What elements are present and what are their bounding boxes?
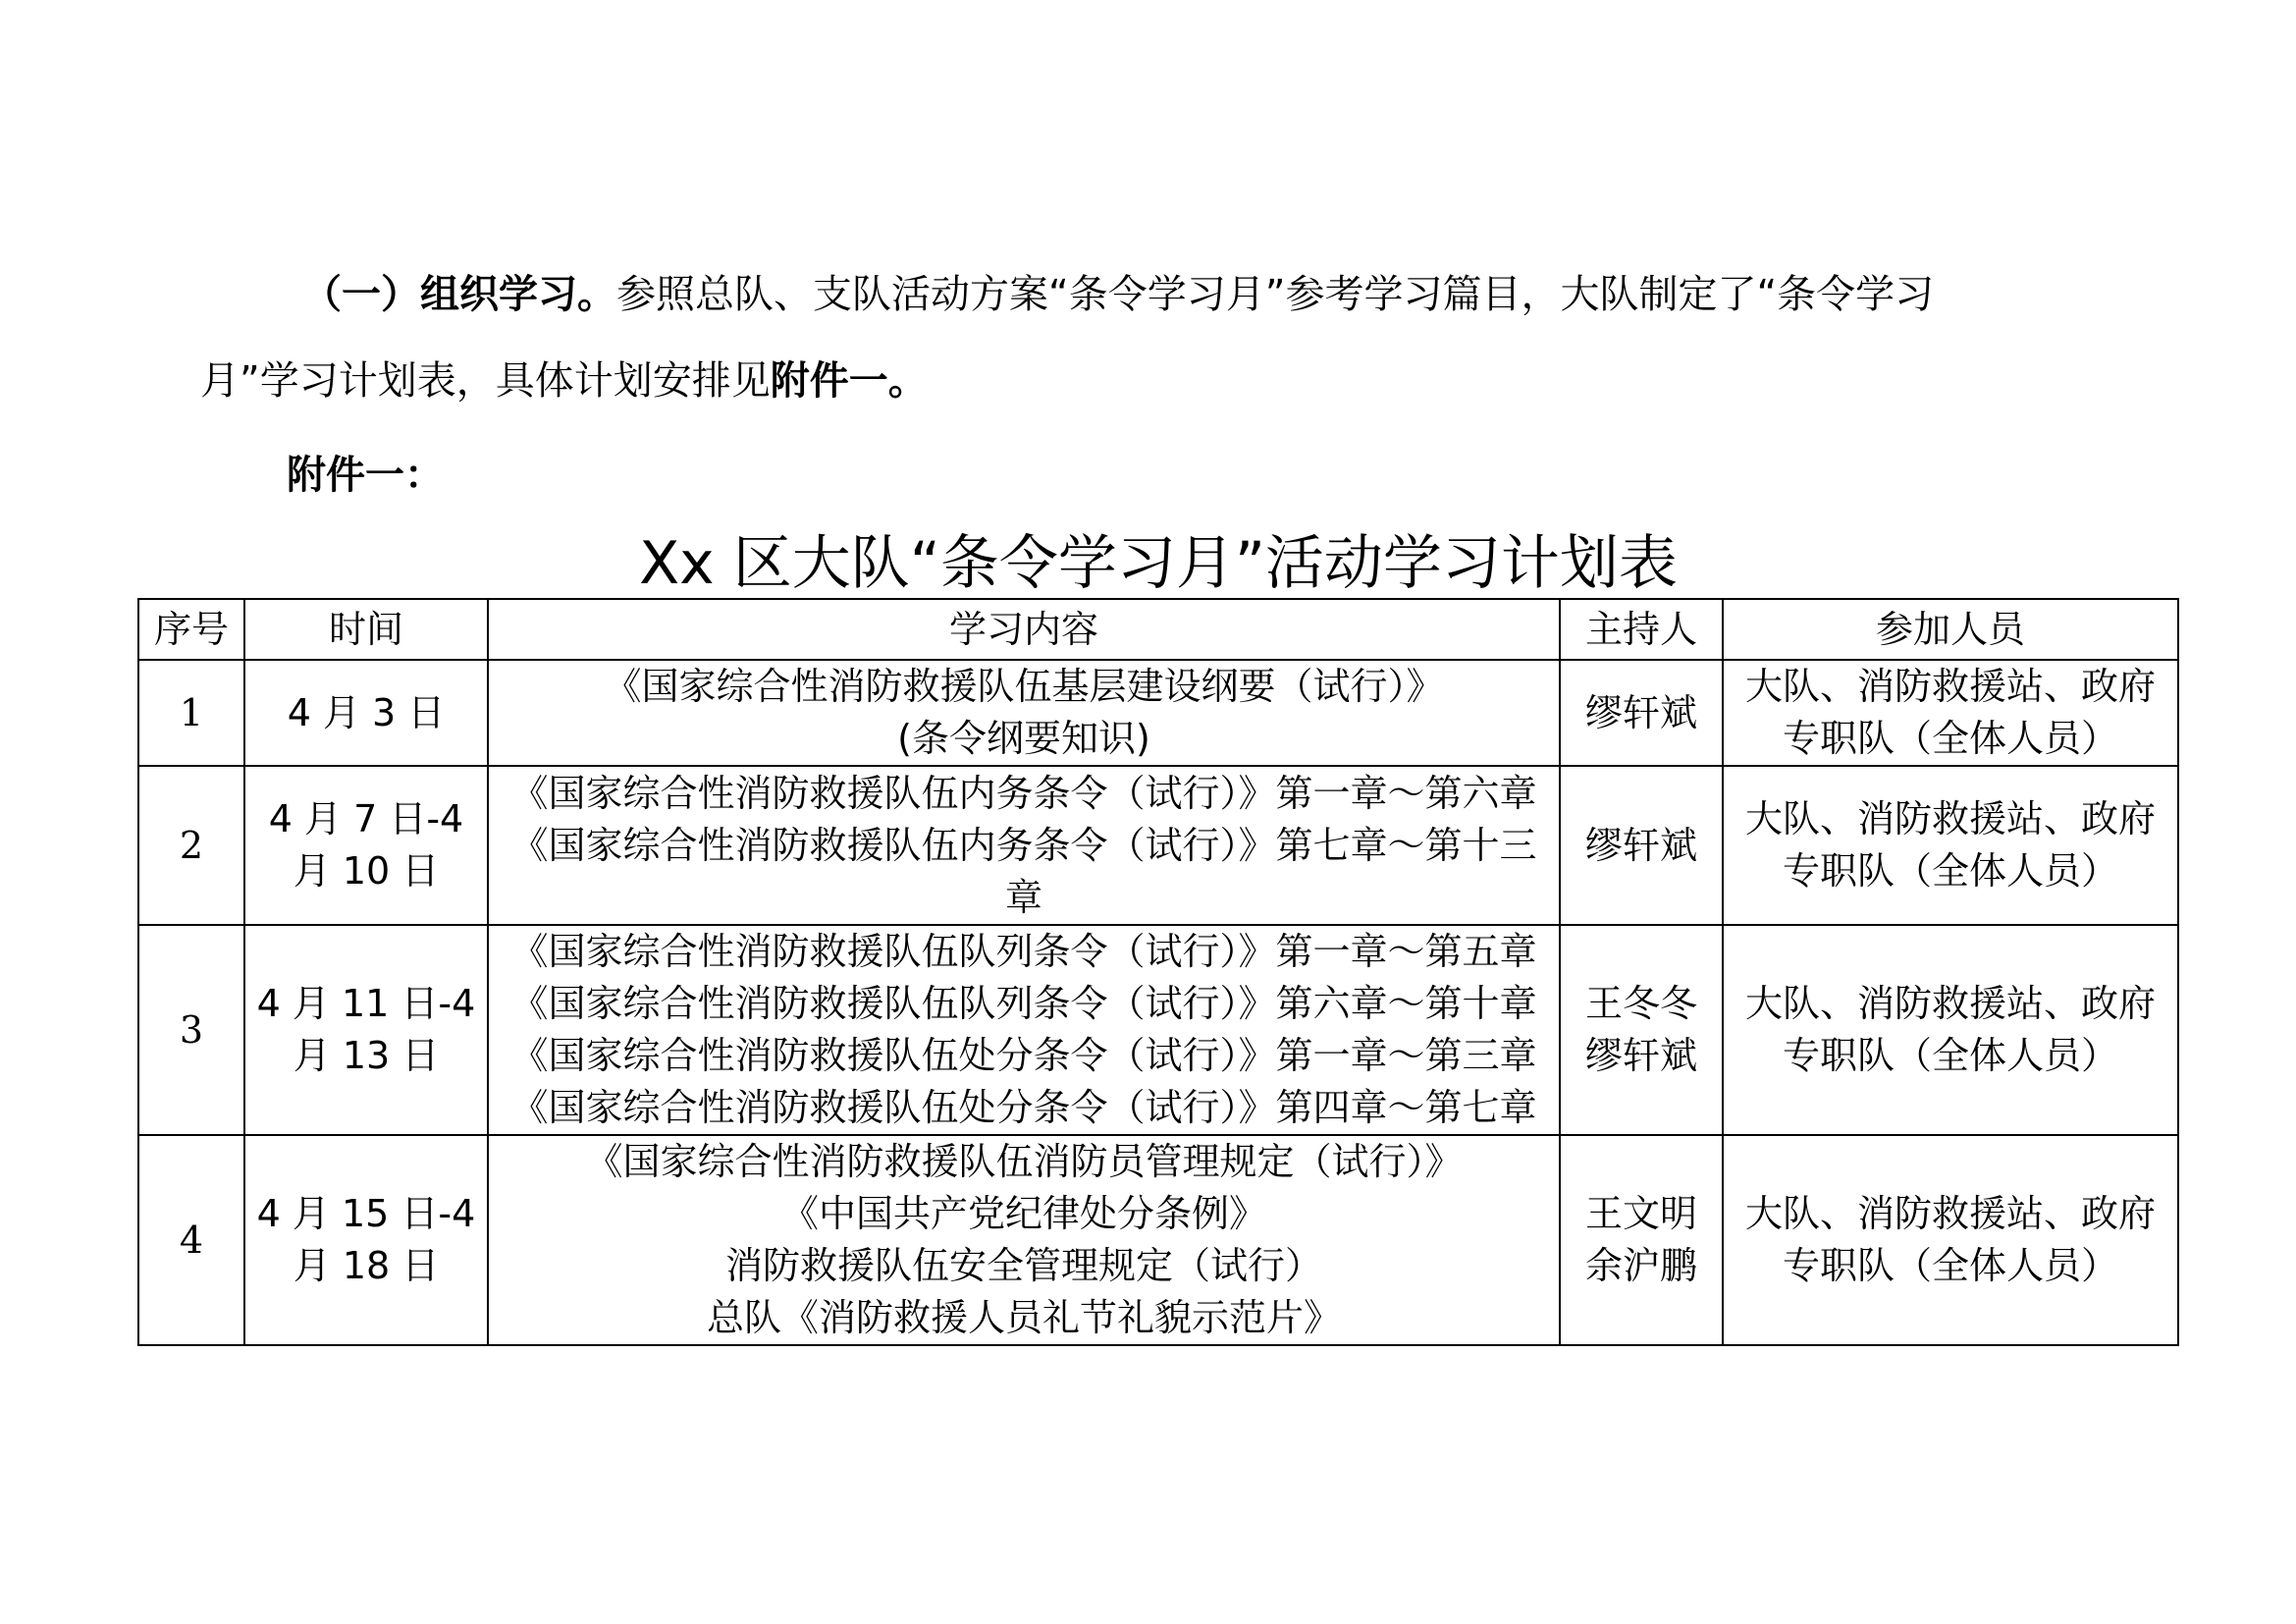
- section-heading: （一）组织学习。: [302, 272, 616, 317]
- header-host: 主持人: [1560, 599, 1723, 660]
- participants-line: 专职队（全体人员）: [1782, 1034, 2118, 1077]
- row-time: [244, 660, 488, 766]
- row-time: [244, 766, 488, 925]
- time-line: 月 18 日: [293, 1244, 440, 1287]
- content-line: 《国家综合性消防救援队伍队列条令（试行）》第一章～第五章: [510, 930, 1537, 973]
- row-host: [1560, 1135, 1723, 1345]
- host-name: 余沪鹏: [1584, 1244, 1697, 1287]
- content-line: 《国家综合性消防救援队伍处分条令（试行）》第四章～第七章: [510, 1086, 1537, 1129]
- participants-line: 大队、消防救援站、政府: [1744, 665, 2156, 708]
- row-content: [488, 660, 1560, 766]
- intro-paragraph-line-1: [302, 263, 1934, 319]
- participants-line: 大队、消防救援站、政府: [1744, 1192, 2156, 1235]
- time-line: 4 月 3 日: [287, 690, 446, 734]
- table-row: [138, 766, 2178, 925]
- row-time: [244, 925, 488, 1135]
- intro-paragraph-line-2: [200, 350, 928, 406]
- row-no: 1: [138, 660, 244, 766]
- header-participants: 参加人员: [1723, 599, 2178, 660]
- participants-line: 大队、消防救援站、政府: [1744, 982, 2156, 1025]
- content-line: 《国家综合性消防救援队伍队列条令（试行）》第六章～第十章: [510, 982, 1537, 1025]
- host-name: 王文明: [1584, 1192, 1697, 1235]
- row-host: [1560, 925, 1723, 1135]
- host-name: 缪轩斌: [1584, 823, 1697, 867]
- table-header-row: [138, 599, 2178, 660]
- row-content: [488, 766, 1560, 925]
- row-time: [244, 1135, 488, 1345]
- content-line: 《中国共产党纪律处分条例》: [780, 1192, 1266, 1235]
- time-line: 4 月 11 日-4: [256, 982, 476, 1025]
- header-time: 时间: [244, 599, 488, 660]
- header-no: 序号: [138, 599, 244, 660]
- table-row: [138, 1135, 2178, 1345]
- participants-line: 专职队（全体人员）: [1782, 849, 2118, 893]
- content-line: 总队《消防救援人员礼节礼貌示范片》: [706, 1296, 1341, 1339]
- row-no: 4: [138, 1135, 244, 1345]
- header-content: 学习内容: [488, 599, 1560, 660]
- time-line: 月 10 日: [293, 849, 440, 893]
- host-name: 缪轩斌: [1584, 1034, 1697, 1077]
- row-participants: [1723, 1135, 2178, 1345]
- intro-text-2: 月”学习计划表，具体计划安排见: [200, 358, 771, 404]
- row-content: [488, 925, 1560, 1135]
- participants-line: 大队、消防救援站、政府: [1744, 797, 2156, 840]
- row-participants: [1723, 766, 2178, 925]
- content-line: (条令纲要知识): [897, 717, 1150, 760]
- content-line: 章: [1004, 875, 1042, 919]
- content-line: 消防救援队伍安全管理规定（试行）: [724, 1244, 1322, 1287]
- row-participants: [1723, 660, 2178, 766]
- table-title: Xx 区大队“条令学习月”活动学习计划表: [639, 529, 1678, 598]
- study-plan-table: [137, 598, 2179, 1346]
- row-no: 2: [138, 766, 244, 925]
- table-row: [138, 660, 2178, 766]
- content-line: 《国家综合性消防救援队伍处分条令（试行）》第一章～第三章: [510, 1034, 1537, 1077]
- row-host: [1560, 766, 1723, 925]
- intro-text-1: 参照总队、支队活动方案“条令学习月”参考学习篇目，大队制定了“条令学习: [616, 272, 1935, 317]
- row-host: [1560, 660, 1723, 766]
- row-participants: [1723, 925, 2178, 1135]
- content-line: 《国家综合性消防救援队伍内务条令（试行）》第一章～第六章: [510, 771, 1537, 815]
- host-name: 王冬冬: [1584, 982, 1697, 1025]
- time-line: 4 月 15 日-4: [256, 1192, 476, 1235]
- attachment-reference: 附件一。: [770, 358, 928, 404]
- table-row: [138, 925, 2178, 1135]
- time-line: 4 月 7 日-4: [268, 797, 464, 840]
- content-line: 《国家综合性消防救援队伍内务条令（试行）》第七章～第十三: [510, 823, 1537, 867]
- participants-line: 专职队（全体人员）: [1782, 717, 2118, 760]
- host-name: 缪轩斌: [1584, 690, 1697, 734]
- row-no: 3: [138, 925, 244, 1135]
- content-line: 《国家综合性消防救援队伍消防员管理规定（试行）》: [585, 1140, 1463, 1183]
- attachment-label: 附件一：: [287, 453, 444, 498]
- time-line: 月 13 日: [293, 1034, 440, 1077]
- row-content: [488, 1135, 1560, 1345]
- participants-line: 专职队（全体人员）: [1782, 1244, 2118, 1287]
- content-line: 《国家综合性消防救援队伍基层建设纲要（试行）》: [604, 665, 1444, 708]
